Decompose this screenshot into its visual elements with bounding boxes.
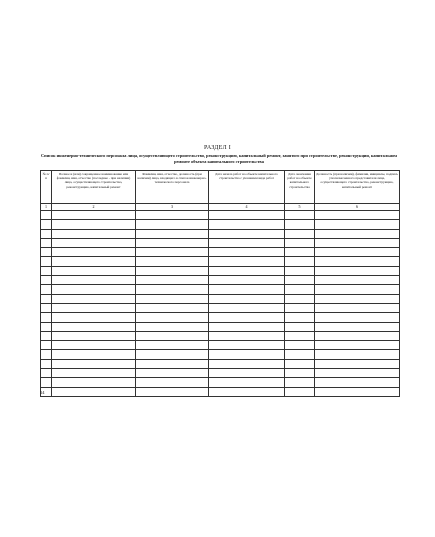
table-cell[interactable]: [52, 266, 136, 275]
table-row: [41, 220, 400, 229]
table-cell[interactable]: [136, 276, 209, 285]
table-cell[interactable]: [285, 369, 315, 378]
table-cell[interactable]: [41, 266, 52, 275]
column-header-builder-name: Полное и (или) сокращенное наименование или фамилия, имя, отчество (последнее - при наличии) лица, осуществляющего строительство, реконструкцию, капитальный ремонт: [52, 171, 136, 204]
table-row: [41, 294, 400, 303]
table-cell[interactable]: [285, 257, 315, 266]
page-number: 14: [40, 390, 45, 395]
table-cell[interactable]: [41, 248, 52, 257]
table-cell[interactable]: [315, 266, 400, 275]
table-cell[interactable]: [315, 313, 400, 322]
table-cell[interactable]: [315, 285, 400, 294]
column-header-start-date: Дата начала работ на объекте капитального строительства с указанием вида работ: [209, 171, 285, 204]
table-row: [41, 331, 400, 340]
table-cell[interactable]: [52, 229, 136, 238]
table-cell[interactable]: [209, 378, 285, 387]
table-cell[interactable]: [209, 276, 285, 285]
section-title: РАЗДЕЛ I: [203, 145, 232, 151]
table-cell[interactable]: [285, 387, 315, 396]
table-cell[interactable]: [285, 229, 315, 238]
table-cell[interactable]: [315, 369, 400, 378]
table-row: [41, 238, 400, 247]
table-cell[interactable]: [52, 378, 136, 387]
table-cell[interactable]: [52, 285, 136, 294]
table-cell[interactable]: [136, 248, 209, 257]
table-row: [41, 229, 400, 238]
table-cell[interactable]: [285, 341, 315, 350]
table-cell[interactable]: [285, 248, 315, 257]
column-number-row: [41, 204, 400, 211]
table-cell[interactable]: [136, 313, 209, 322]
table-cell[interactable]: [41, 238, 52, 247]
header-row: [41, 171, 400, 204]
table-cell[interactable]: [41, 211, 52, 220]
column-number: 1: [41, 204, 52, 211]
column-number: 4: [209, 204, 285, 211]
table-cell[interactable]: [315, 303, 400, 312]
table-cell[interactable]: [209, 211, 285, 220]
table-cell[interactable]: [136, 285, 209, 294]
column-header-end-date: Дата окончания работ на объекте капитального строительства: [285, 171, 315, 204]
column-header-number: № п/п: [41, 171, 52, 204]
table-cell[interactable]: [52, 238, 136, 247]
table-cell[interactable]: [136, 359, 209, 368]
table-cell[interactable]: [315, 294, 400, 303]
table-cell[interactable]: [41, 369, 52, 378]
table-cell[interactable]: [315, 387, 400, 396]
table-row: [41, 285, 400, 294]
table-row: [41, 211, 400, 220]
table-row: [41, 248, 400, 257]
table-cell[interactable]: [41, 350, 52, 359]
table-cell[interactable]: [52, 387, 136, 396]
table-cell[interactable]: [52, 341, 136, 350]
table-row: [41, 303, 400, 312]
table-cell[interactable]: [315, 378, 400, 387]
table-cell[interactable]: [136, 294, 209, 303]
table-cell[interactable]: [315, 331, 400, 340]
table-cell[interactable]: [285, 238, 315, 247]
table-cell[interactable]: [285, 266, 315, 275]
table-cell[interactable]: [315, 359, 400, 368]
table-cell[interactable]: [41, 276, 52, 285]
table-cell[interactable]: [52, 369, 136, 378]
table-cell[interactable]: [209, 303, 285, 312]
table-row: [41, 359, 400, 368]
table-cell[interactable]: [285, 359, 315, 368]
table-cell[interactable]: [285, 378, 315, 387]
table-cell[interactable]: [315, 220, 400, 229]
table-cell[interactable]: [315, 257, 400, 266]
table-cell[interactable]: [52, 276, 136, 285]
table-cell[interactable]: [41, 313, 52, 322]
table-cell[interactable]: [136, 303, 209, 312]
table-row: [41, 369, 400, 378]
table-cell[interactable]: [285, 285, 315, 294]
table-cell[interactable]: [41, 331, 52, 340]
table-cell[interactable]: [209, 350, 285, 359]
section-subtitle: Список инженерно-технического персонала лица, осуществляющего строительство, реконструкцию, капитальный ремонт, занятого при строительстве, реконструкции, капитальном ремонте объекта капитального строительства: [41, 153, 397, 164]
table-cell[interactable]: [315, 238, 400, 247]
column-number: 6: [315, 204, 400, 211]
table-cell[interactable]: [209, 266, 285, 275]
table-cell[interactable]: [209, 331, 285, 340]
table-row: [41, 257, 400, 266]
table-cell[interactable]: [209, 229, 285, 238]
table-cell[interactable]: [315, 248, 400, 257]
table-cell[interactable]: [41, 229, 52, 238]
table-cell[interactable]: [315, 341, 400, 350]
table-row: [41, 378, 400, 387]
table-cell[interactable]: [209, 387, 285, 396]
table-cell[interactable]: [52, 331, 136, 340]
table-row: [41, 350, 400, 359]
table-cell[interactable]: [136, 378, 209, 387]
table-cell[interactable]: [136, 341, 209, 350]
table-cell[interactable]: [136, 266, 209, 275]
table-cell[interactable]: [41, 341, 52, 350]
table-cell[interactable]: [315, 350, 400, 359]
table-cell[interactable]: [136, 211, 209, 220]
table-cell[interactable]: [41, 285, 52, 294]
table-cell[interactable]: [136, 387, 209, 396]
table-cell[interactable]: [136, 322, 209, 331]
table-cell[interactable]: [209, 322, 285, 331]
table-cell[interactable]: [209, 248, 285, 257]
table-cell[interactable]: [315, 211, 400, 220]
table-cell[interactable]: [209, 294, 285, 303]
table-cell[interactable]: [136, 220, 209, 229]
table-cell[interactable]: [285, 211, 315, 220]
table-cell[interactable]: [285, 322, 315, 331]
table-cell[interactable]: [315, 229, 400, 238]
table-cell[interactable]: [285, 220, 315, 229]
table-cell[interactable]: [52, 294, 136, 303]
table-cell[interactable]: [52, 359, 136, 368]
table-cell[interactable]: [315, 322, 400, 331]
table-cell[interactable]: [136, 229, 209, 238]
table-cell[interactable]: [209, 285, 285, 294]
table-row: [41, 387, 400, 396]
table-cell[interactable]: [136, 369, 209, 378]
table-cell[interactable]: [209, 220, 285, 229]
column-header-representative-signature: Должность (при наличии), фамилия, инициалы, подпись уполномоченного представителя лица, осуществляющего строительство, реконструкцию, капитальный ремонт: [315, 171, 400, 204]
table-cell[interactable]: [52, 211, 136, 220]
table-row: [41, 266, 400, 275]
table-cell[interactable]: [41, 303, 52, 312]
table-cell[interactable]: [209, 369, 285, 378]
table-cell[interactable]: [209, 238, 285, 247]
table-cell[interactable]: [41, 322, 52, 331]
table-cell[interactable]: [285, 331, 315, 340]
table-cell[interactable]: [41, 359, 52, 368]
column-header-personnel-name: Фамилия, имя, отчество, должность (при наличии) лица, входящего в список инженерно-технического персонала: [136, 171, 209, 204]
table-cell[interactable]: [136, 238, 209, 247]
table-cell[interactable]: [209, 341, 285, 350]
table-cell[interactable]: [136, 331, 209, 340]
table-cell[interactable]: [52, 257, 136, 266]
table-cell[interactable]: [52, 313, 136, 322]
table-cell[interactable]: [52, 248, 136, 257]
table-cell[interactable]: [41, 294, 52, 303]
column-number: 5: [285, 204, 315, 211]
table-cell[interactable]: [285, 350, 315, 359]
table-cell[interactable]: [136, 350, 209, 359]
table-cell[interactable]: [52, 322, 136, 331]
personnel-table: [40, 170, 400, 397]
table-cell[interactable]: [41, 220, 52, 229]
table-cell[interactable]: [285, 303, 315, 312]
table-cell[interactable]: [41, 378, 52, 387]
table-cell[interactable]: [52, 303, 136, 312]
table-row: [41, 313, 400, 322]
table-cell[interactable]: [315, 276, 400, 285]
table-cell[interactable]: [136, 257, 209, 266]
table-cell[interactable]: [285, 313, 315, 322]
table-cell[interactable]: [52, 220, 136, 229]
table-cell[interactable]: [209, 313, 285, 322]
table-row: [41, 322, 400, 331]
table-cell[interactable]: [41, 257, 52, 266]
table-row: [41, 276, 400, 285]
column-number: 3: [136, 204, 209, 211]
table-cell[interactable]: [209, 359, 285, 368]
table-cell[interactable]: [209, 257, 285, 266]
table-row: [41, 341, 400, 350]
table-cell[interactable]: [52, 350, 136, 359]
table-cell[interactable]: [285, 294, 315, 303]
column-number: 2: [52, 204, 136, 211]
table-cell[interactable]: [285, 276, 315, 285]
